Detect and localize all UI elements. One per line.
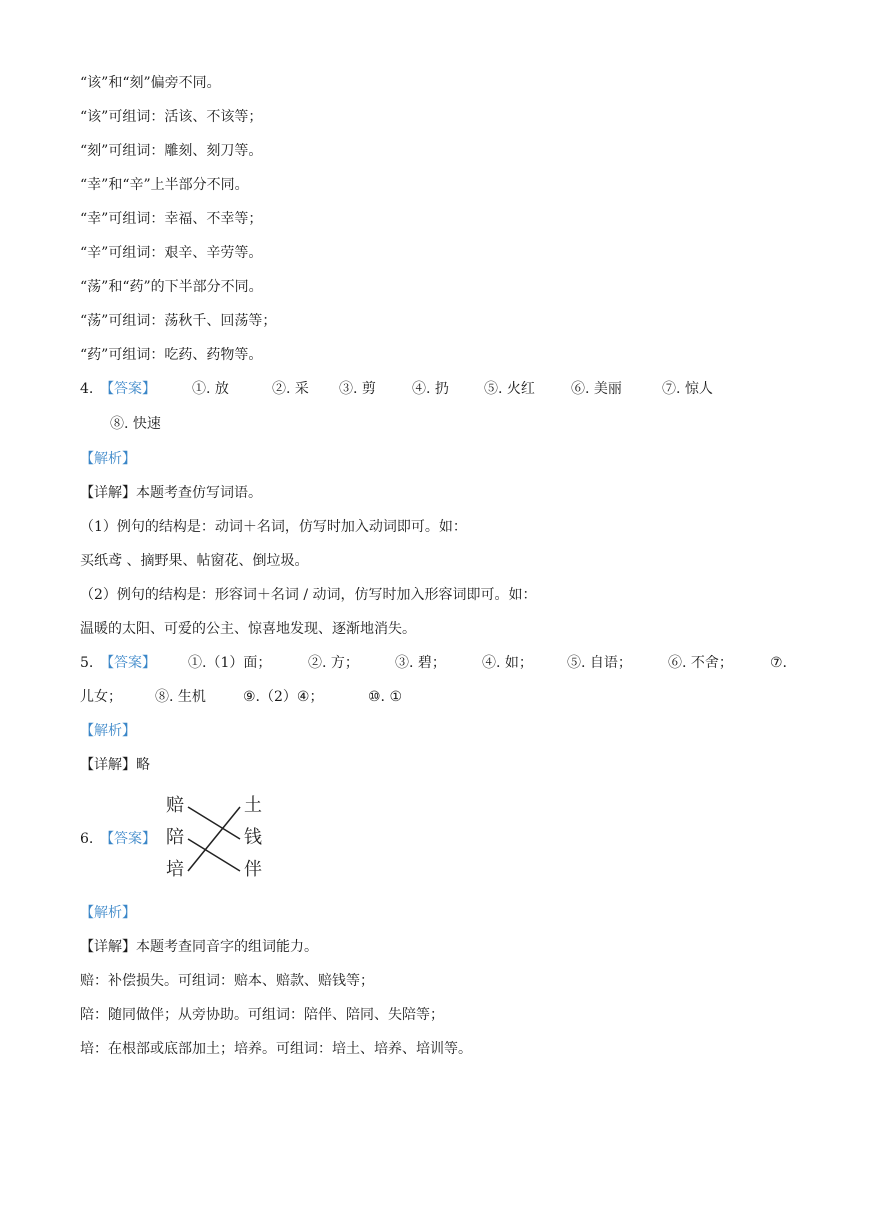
q5-answer-row [80,654,800,672]
detail-line [80,938,318,956]
matching-diagram [160,794,270,886]
answer-tag: 【答案】 [100,831,156,847]
answer-item: ⑦. [770,655,788,671]
answer-item: ③. 剪 [339,381,376,397]
answer-item: ⑤. 火红 [484,381,535,397]
text-line: 培：在根部或底部加土；培养。可组词：培土、培养、培训等。 [80,1041,472,1057]
detail-tag: 【详解】 [80,939,136,955]
analysis-tag: 【解析】 [80,451,136,467]
answer-item: ②. 采 [272,381,309,397]
answer-item: ⑧. 生机 [155,689,206,705]
right-char: 土 [244,795,262,816]
detail-text: 略 [136,757,150,773]
text-line: 温暖的太阳、可爱的公主、惊喜地发现、逐渐地消失。 [80,621,416,637]
detail-text: 本题考查同音字的组词能力。 [136,939,318,955]
text-line: 买纸鸢 、摘野果、帖窗花、倒垃圾。 [80,553,309,569]
answer-tag: 【答案】 [100,381,156,397]
right-char: 钱 [244,827,262,848]
text-line: “幸”和“辛”上半部分不同。 [80,177,249,193]
text-line: “药”可组词：吃药、药物等。 [80,347,263,363]
text-line: “荡”和“药”的下半部分不同。 [80,279,263,295]
matching-lines [160,794,270,886]
detail-line [80,484,262,502]
text-line: 赔：补偿损失。可组词：赔本、赔款、赔钱等； [80,973,374,989]
text-line: （1）例句的结构是：动词＋名词，仿写时加入动词即可。如： [80,519,467,535]
answer-item: 儿女； [80,689,122,705]
answer-item: ⑦. 惊人 [662,381,713,397]
detail-tag: 【详解】 [80,485,136,501]
text-line: “该”和“刻”偏旁不同。 [80,75,221,91]
match-line-2 [188,839,240,871]
detail-tag: 【详解】 [80,757,136,773]
left-char: 赔 [166,795,184,816]
answer-item: ⑩. ① [368,689,403,705]
answer-item: ⑨.（2）④； [243,689,324,705]
text-line: （2）例句的结构是：形容词＋名词 / 动词，仿写时加入形容词即可。如： [80,587,537,603]
match-line-3 [188,807,240,871]
text-line: “刻”可组词：雕刻、刻刀等。 [80,143,263,159]
answer-item: ⑥. 不舍； [668,655,733,671]
answer-item: ⑤. 自语； [567,655,632,671]
question-number: 6. [80,831,94,847]
answer-item: ②. 方； [308,655,359,671]
answer-item: ⑧. 快速 [110,416,161,432]
answer-item: ①.（1）面； [188,655,272,671]
answer-item: ④. 扔 [412,381,449,397]
right-char: 伴 [244,859,262,880]
left-char: 培 [166,859,184,880]
text-line: “辛”可组词：艰辛、辛劳等。 [80,245,263,261]
q5-answer-row-2 [80,688,480,706]
match-line-1 [188,807,240,839]
answer-item: ①. 放 [192,381,229,397]
question-number: 5. [80,655,94,671]
answer-item: ③. 碧； [395,655,446,671]
answer-item: ⑥. 美丽 [571,381,622,397]
text-line: 陪：随同做伴；从旁协助。可组词：陪伴、陪同、失陪等； [80,1007,444,1023]
detail-line [80,756,150,774]
q4-answer-row-2 [110,415,161,433]
question-number: 4. [80,381,94,397]
text-line: “幸”可组词：幸福、不幸等； [80,211,263,227]
answer-item: ④. 如； [482,655,533,671]
detail-text: 本题考查仿写词语。 [136,485,262,501]
q6-answer-row [80,830,160,848]
answer-tag: 【答案】 [100,655,156,671]
analysis-tag: 【解析】 [80,723,136,739]
q4-answer-row [80,380,840,398]
text-line: “该”可组词：活该、不该等； [80,109,263,125]
text-line: “荡”可组词：荡秋千、回荡等； [80,313,277,329]
analysis-tag: 【解析】 [80,905,136,921]
left-char: 陪 [166,827,184,848]
